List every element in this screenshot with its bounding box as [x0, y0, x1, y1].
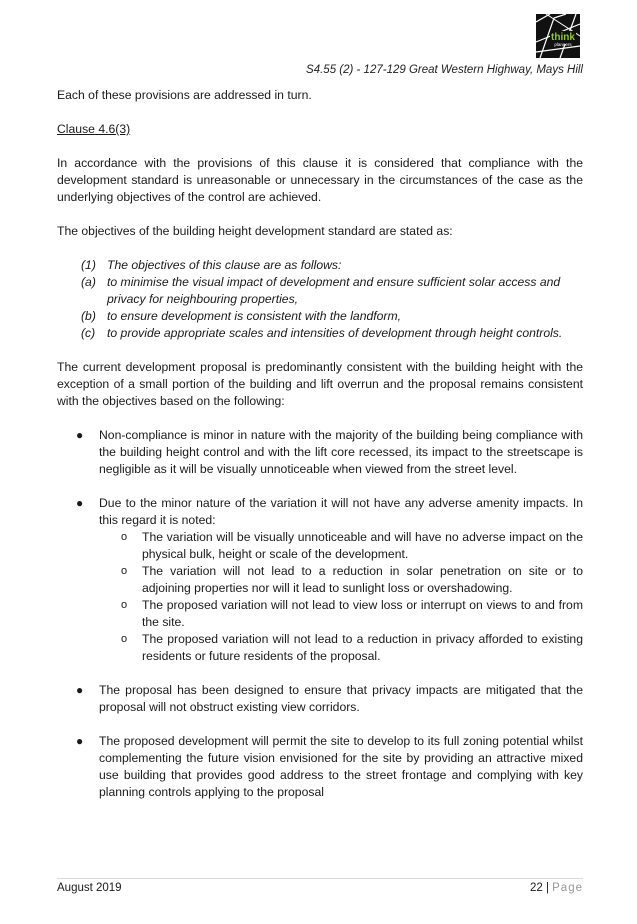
bullet-list	[57, 427, 583, 801]
logo-subtext: planners	[554, 42, 572, 47]
sub-bullet-text: The proposed variation will not lead to view loss or interrupt on views to and from the site.	[142, 598, 583, 629]
objective-item	[57, 308, 583, 325]
footer-divider	[57, 878, 583, 879]
bullet-item	[57, 733, 583, 801]
bullet-text: The proposed development will permit the site to develop to its full zoning potential whilst complementing the future vision envisioned for the site by providing an attractive mixed use building that provides good address to the street frontage and complying with key planning controls applying to the proposal	[99, 734, 583, 799]
bullet-text: The proposal has been designed to ensure that privacy impacts are mitigated that the proposal will not obstruct existing view corridors.	[99, 683, 583, 714]
document-reference: S4.55 (2) - 127-129 Great Western Highway, Mays Hill	[306, 64, 583, 76]
footer-page-info	[530, 882, 583, 894]
bullet-item	[57, 427, 583, 478]
objective-text: to minimise the visual impact of development and ensure sufficient solar access and privacy for neighbouring properties,	[107, 275, 561, 306]
objective-text: to provide appropriate scales and intensities of development through height controls.	[107, 326, 563, 340]
objective-marker: (c)	[81, 326, 96, 340]
objective-text: The objectives of this clause are as follows:	[107, 258, 342, 272]
sub-bullet-item	[99, 529, 583, 563]
circle-bullet-icon: o	[121, 633, 128, 645]
footer-separator: |	[545, 882, 549, 894]
paragraph-compliance: In accordance with the provisions of this clause it is considered that compliance with the development standard is unreasonable or unnecessary in the circumstances of the case as the underlying objectives of the control are achieved.	[57, 156, 583, 204]
bullet-item	[57, 682, 583, 716]
clause-heading: Clause 4.6(3)	[57, 122, 131, 136]
sub-bullet-item	[99, 597, 583, 631]
objective-marker: (b)	[81, 309, 96, 323]
objective-item	[57, 257, 583, 274]
paragraph-objectives-intro: The objectives of the building height development standard are stated as:	[57, 224, 453, 238]
objective-text: to ensure development is consistent with the landform,	[107, 309, 402, 323]
bullet-text: Due to the minor nature of the variation it will not have any adverse amenity impacts. In this regard it is noted:	[99, 496, 583, 527]
bullet-text: Non-compliance is minor in nature with the majority of the building being compliance with the building height control and with the lift core recessed, its impact to the streetscape is negligible as it will be visually unnoticeable when viewed from the street level.	[99, 428, 583, 476]
sub-bullet-text: The variation will be visually unnoticeable and will have no adverse impact on the physical bulk, height or scale of the development.	[142, 530, 583, 561]
sub-bullet-list	[99, 529, 583, 665]
paragraph-current-proposal: The current development proposal is predominantly consistent with the building height with the exception of a small portion of the building and lift overrun and the proposal remains consistent with the objectives based on the following:	[57, 360, 583, 408]
sub-bullet-item	[99, 563, 583, 597]
objective-marker: (a)	[81, 275, 96, 289]
objective-marker: (1)	[81, 258, 96, 272]
logo-text: think	[551, 32, 575, 43]
circle-bullet-icon: o	[121, 599, 128, 611]
objectives-list	[57, 257, 583, 342]
sub-bullet-text: The proposed variation will not lead to a reduction in privacy afforded to existing residents or future residents of the proposal.	[142, 632, 583, 663]
intro-paragraph: Each of these provisions are addressed in turn.	[57, 88, 312, 102]
footer-date: August 2019	[57, 882, 122, 894]
circle-bullet-icon: o	[121, 565, 128, 577]
think-planners-logo	[536, 14, 580, 58]
bullet-dot-icon: ●	[76, 683, 84, 697]
objective-item	[57, 274, 583, 308]
bullet-dot-icon: ●	[76, 496, 84, 510]
sub-bullet-text: The variation will not lead to a reduction in solar penetration on site or to adjoining properties nor will it lead to sunlight loss or overshadowing.	[142, 564, 583, 595]
bullet-item	[57, 495, 583, 665]
objective-item	[57, 325, 583, 342]
page-content	[57, 87, 583, 818]
sub-bullet-item	[99, 631, 583, 665]
page-number: 22	[529, 882, 543, 894]
page-label: Page	[552, 882, 583, 894]
circle-bullet-icon: o	[121, 531, 128, 543]
bullet-dot-icon: ●	[76, 428, 84, 442]
bullet-dot-icon: ●	[76, 734, 84, 748]
